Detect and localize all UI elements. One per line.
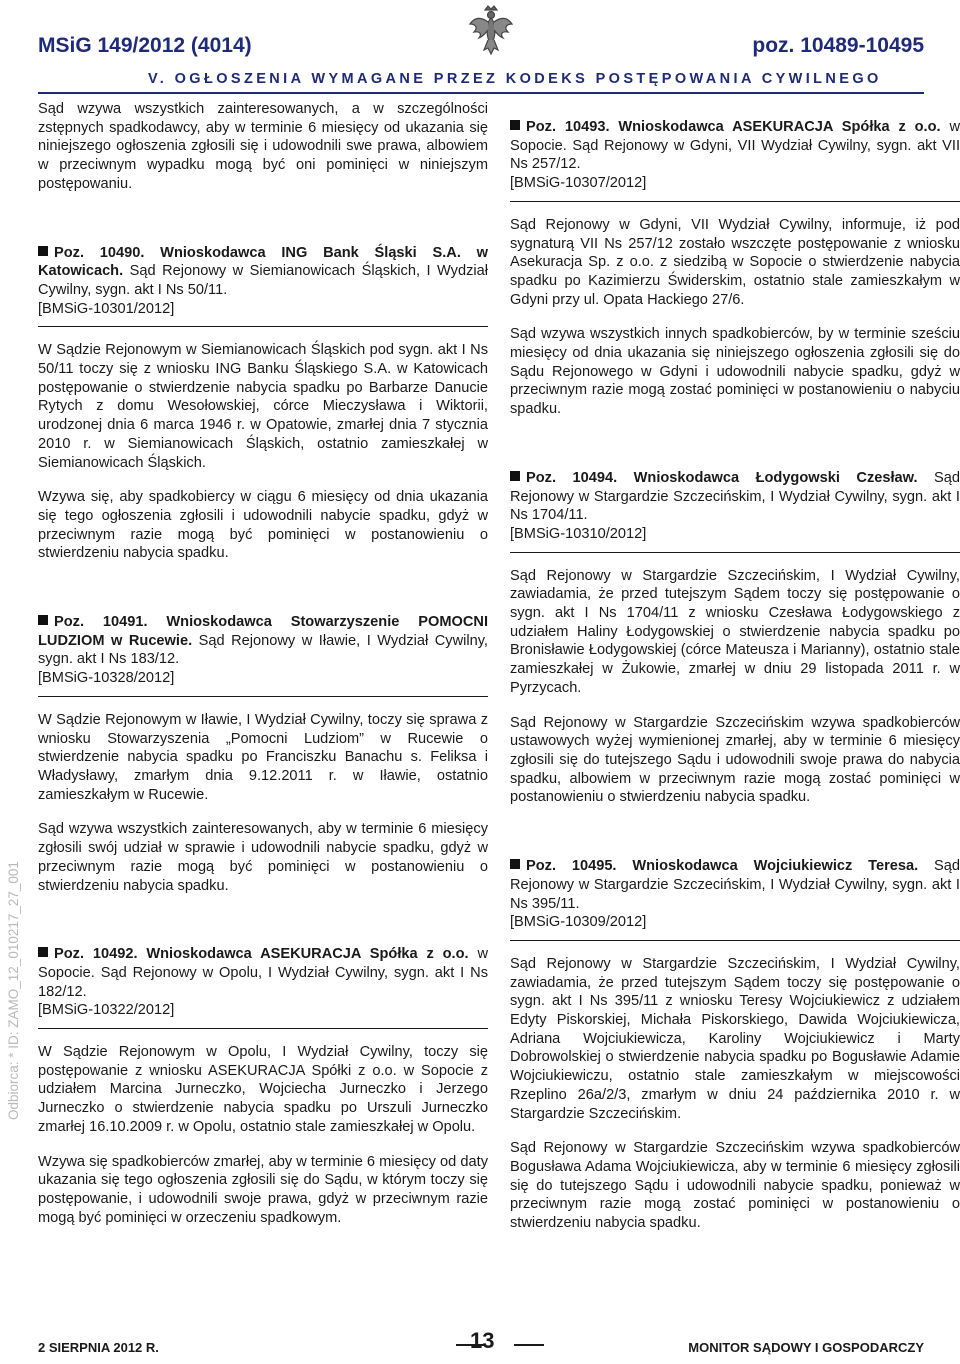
entry-id: [BMSiG-10322/2012] [38,1002,175,1019]
square-bullet-icon [38,615,48,625]
entry-paragraph: Sąd Rejonowy w Gdyni, VII Wydział Cywilny, informuje, iż pod sygnaturą VII Ns 257/12 zostało wszczęte postępowanie z wniosku Asekuracja Sp. z o.o. z siedzibą w Sopocie o stwierdzenie nabycia spadku po Kazimierzu Świderskim, ostatnio stale zamieszkałym w Gdyni przy ul. Opata Hackiego 27/6. [510,216,960,308]
entry-title: Poz. 10491. Wnioskodawca Stowarzyszenie POMOCNI LUDZIOM w Rucewie. [38,614,488,649]
header-rule [38,92,924,94]
entry-court: w Sopocie. Sąd Rejonowy w Gdyni, VII Wydział Cywilny, sygn. akt VII Ns 257/12. [510,119,960,173]
square-bullet-icon [38,246,48,256]
entry-10493 [510,118,960,202]
square-bullet-icon [510,859,520,869]
entry-10494 [510,469,960,553]
entry-divider [38,696,488,697]
entry-id: [BMSiG-10310/2012] [510,525,647,542]
entry-title: Poz. 10493. Wnioskodawca ASEKURACJA Spółka z o.o. [526,119,941,135]
entry-id: [BMSiG-10328/2012] [38,670,175,687]
entry-title: Poz. 10490. Wnioskodawca ING Bank Śląski S.A. w Katowicach. [38,244,488,280]
entry-paragraph: Sąd wzywa wszystkich zainteresowanych, aby w terminie 6 miesięcy zgłosili swój udział w sprawie i udowodnili nabycie spadku, gdyż w przeciwnym razie mogą być pominięci w postanowieniu o stwierdzeniu nabycia spadku. [38,821,488,894]
footer-date: 2 SIERPNIA 2012 R. [38,1340,159,1355]
left-column [38,100,488,1243]
square-bullet-icon [510,471,520,481]
page-number: 13 [470,1328,495,1353]
entry-divider [38,1028,488,1029]
entry-court: w Sopocie. Sąd Rejonowy w Opolu, I Wydział Cywilny, sygn. akt I Ns 182/12. [38,946,489,1000]
polish-eagle-emblem-icon [468,4,514,56]
entry-paragraph: W Sądzie Rejonowym w Siemianowicach Śląskich pod sygn. akt I Ns 50/11 toczy się z wniosku ING Banku Śląskiego S.A. w Katowicach postępowanie o stwierdzenie nabycia spadku po Barbarze Danucie Rytych z domu Wesołowskiej, córce Mieczysława i Wiktorii, urodzonej dnia 6 marca 1946 r. w Opatowie, zmarłej dnia 7 stycznia 2010 r. w Siemianowicach Śląskich, ostatnio zamieszkałej w Siemianowicach Śląskich. [38,342,488,471]
recipient-watermark: Odbiorca: * ID: ZAMO_12_010217_27_001 [6,861,21,1120]
section-title: V. OGŁOSZENIA WYMAGANE PRZEZ KODEKS POSTĘPOWANIA CYWILNEGO [148,71,882,87]
entry-divider [38,326,488,327]
entry-paragraph: Wzywa się, aby spadkobiercy w ciągu 6 miesięcy od dnia ukazania się tego ogłoszenia zgłosili i udowodnili nabycie spadku, gdyż w przeciwnym razie mogą być pominięci w postanowieniu o stwierdzeniu nabycia spadku. [38,489,488,562]
square-bullet-icon [510,120,520,130]
entry-paragraph: Sąd Rejonowy w Stargardzie Szczecińskim, I Wydział Cywilny, zawiadamia, że przed tutejszym Sądem toczy się postępowanie o sygn. akt I Ns 1704/11 z wniosku Czesława Łodygowskiego z udziałem Haliny Łodygowskiej o stwierdzenie nabycia spadku po Bronisławie Łodygowskiej (córce Mateusza i Marianny), ostatnio stale zamieszkałej w Żukowie, zmarłej w dniu 29 listopada 2011 r. w Pyrzycach. [510,567,960,696]
entry-10490 [38,244,488,328]
right-column [510,100,960,1249]
entry-paragraph: W Sądzie Rejonowym w Iławie, I Wydział Cywilny, toczy się sprawa z wniosku Stowarzyszenia „Pomocni Ludziom” w Rucewie o stwierdzenie nabycia spadku po Franciszku Banachu s. Feliksa i Władysławy, zmarłym dnia 9.12.2011 r. w Iławie, ostatnio zamieszkałym w Rucewie. [38,711,488,803]
footer-publication: MONITOR SĄDOWY I GOSPODARCZY [688,1340,924,1355]
entry-divider [510,940,960,941]
entry-paragraph: Sąd Rejonowy w Stargardzie Szczecińskim wzywa spadkobierców ustawowych wyżej wymienionej zmarłej, aby w terminie 6 miesięcy zgłosili się do tutejszego Sądu i udowodnili swoje prawa do nabycia spadku, albowiem w przeciwnym razie mogą zostać pominięci w postanowieniu o stwierdzeniu nabycia spadku. [510,714,960,806]
entry-paragraph: Wzywa się spadkobierców zmarłej, aby w terminie 6 miesięcy od daty ukazania się tego ogłoszenia zgłosili się do Sądu, w którym toczy się postępowanie, i udowodnili swoje prawa, gdyż w przeciwnym razie mogą być pominięci w orzeczeniu spadkowym. [38,1153,488,1226]
entry-title: Poz. 10492. Wnioskodawca ASEKURACJA Spółka z o.o. [54,946,469,963]
entry-divider [510,552,960,553]
square-bullet-icon [38,947,48,957]
journal-issue: MSiG 149/2012 (4014) [38,34,252,57]
entry-divider [510,201,960,202]
entry-paragraph: W Sądzie Rejonowym w Opolu, I Wydział Cywilny, toczy się postępowanie z wniosku ASEKURACJA Spółki z o.o. w Sopocie z udziałem Marcina Jurneczko, Wojciecha Jurneczko i Jerzego Jurneczko o stwierdzenie nabycia spadku po Urszuli Jurneczko zmarłej 16.10.2009 r. w Opolu, ostatnio stale zamieszkałej w Opolu. [38,1044,488,1135]
footer-rule-right [514,1344,544,1346]
entry-10492 [38,945,488,1029]
entry-court: Sąd Rejonowy w Stargardzie Szczecińskim, I Wydział Cywilny, sygn. akt I Ns 395/11. [510,858,960,912]
entry-id: [BMSiG-10307/2012] [510,175,647,192]
intro-paragraph: Sąd wzywa wszystkich zainteresowanych, a w szczególności zstępnych spadkodawcy, aby w terminie 6 miesięcy od ukazania się niniejszego ogłoszenia zgłosili się i udowodnili swe prawa, albowiem w przeciwnym wypadku mogą być oni pominięci w niniejszym postępowaniu. [38,101,488,192]
entry-court: Sąd Rejonowy w Iławie, I Wydział Cywilny, sygn. akt I Ns 183/12. [38,632,488,668]
entry-id: [BMSiG-10301/2012] [38,300,175,317]
entry-10491 [38,613,488,697]
entry-paragraph: Sąd wzywa wszystkich innych spadkobierców, by w terminie sześciu miesięcy od dnia ukazania się niniejszego ogłoszenia zgłosili się do Sądu Rejonowego w Gdyni i udowodnili nabycie spadku, gdyż w przeciwnym razie mogą zostać pominięci w postanowieniu o nabyciu spadku. [510,326,960,418]
entry-court: Sąd Rejonowy w Siemianowicach Śląskich, I Wydział Cywilny, sygn. akt I Ns 50/11. [38,263,488,298]
entry-paragraph: Sąd Rejonowy w Stargardzie Szczecińskim, I Wydział Cywilny, zawiadamia, że przed tutejszym Sądem toczy się postępowanie o sygn. akt I Ns 395/11 z wniosku Teresy Wojciukiewicz z udziałem Edyty Piskorskiej, Michała Piskorskiego, Dawida Wojciukiewicza, Adriana Wojciukiewicza, Karoliny Wojciukiewicz i Marty Dobrowolskiej o stwierdzenie nabycia spadku po Bogusławie Adamie Wojciukiewiczu, ostatnio stale zamieszkałym w miejscowości Rzeplino 26a/2/3, zmarłym w dniu 24 października 2010 r. w Stargardzie Szczecińskim. [510,955,960,1122]
entry-court: Sąd Rejonowy w Stargardzie Szczecińskim, I Wydział Cywilny, sygn. akt I Ns 1704/11. [510,469,960,524]
entry-title: Poz. 10495. Wnioskodawca Wojciukiewicz Teresa. [526,858,919,875]
entry-title: Poz. 10494. Wnioskodawca Łodygowski Czesław. [526,469,918,486]
entry-10495 [510,857,960,941]
entry-id: [BMSiG-10309/2012] [510,914,647,931]
entry-paragraph: Sąd Rejonowy w Stargardzie Szczecińskim wzywa spadkobierców Bogusława Adama Wojciukiewicza, aby w terminie 6 miesięcy zgłosili się do tutejszego Sądu i udowodnili nabycie spadku, ponieważ w przeciwnym razie mogą zostać pominięci w postanowieniu o stwierdzeniu nabycia spadku. [510,1140,960,1232]
position-range: poz. 10489-10495 [752,34,924,57]
